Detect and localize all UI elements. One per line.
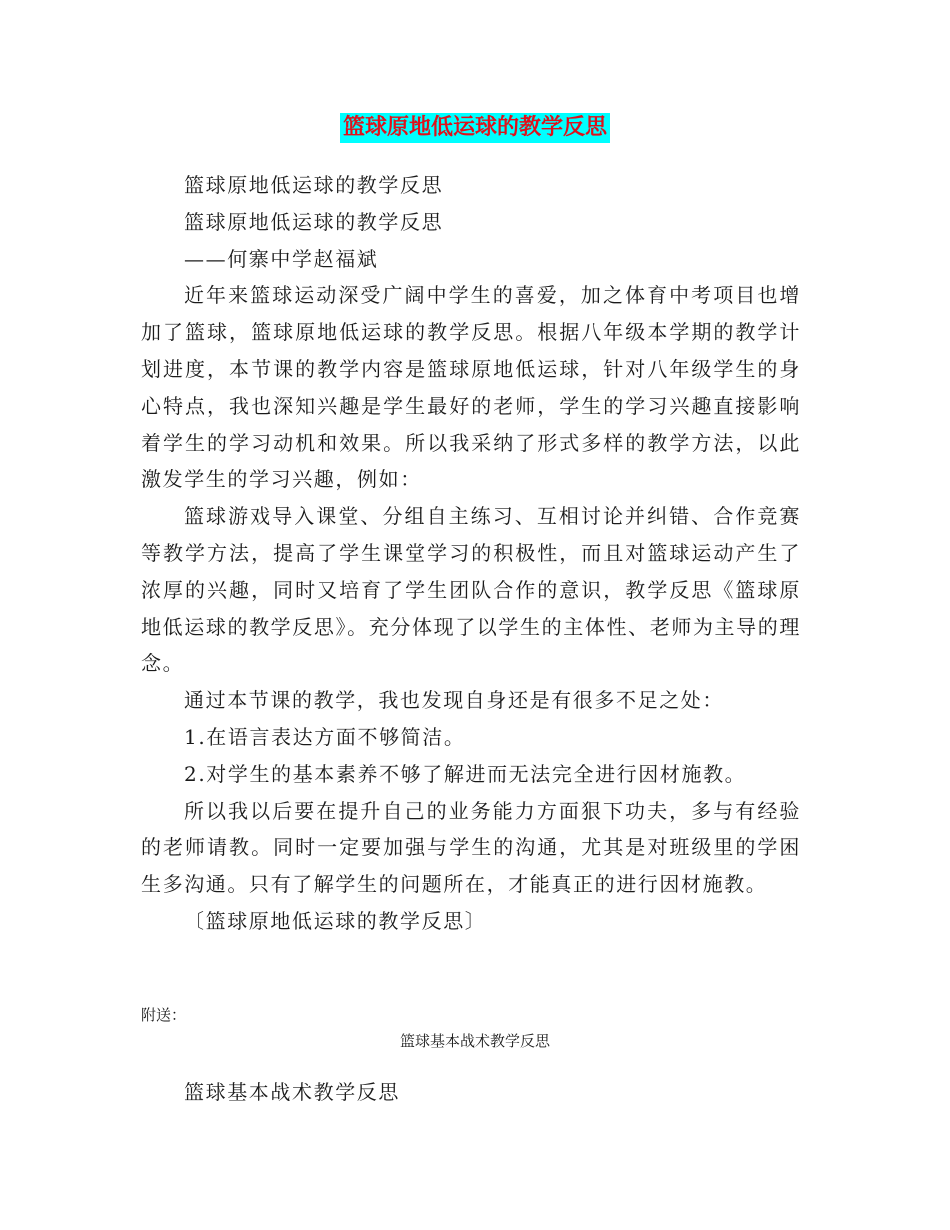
list-item: 2.对学生的基本素养不够了解进而无法完全进行因材施教。: [184, 761, 747, 786]
body-paragraph: 篮球原地低运球的教学反思: [184, 173, 444, 197]
body-paragraph: 篮球原地低运球的教学反思: [184, 209, 444, 234]
body-paragraph: 近年来篮球运动深受广阔中学生的喜爱，加之体育中考项目也增加了篮球，篮球原地低运球的教学反思。根据八年级本学期的教学计划进度，本节课的教学内容是篮球原地低运球，针对八年级学生的身心特点，我也深知兴趣是学生最好的老师，学生的学习兴趣直接影响着学生的学习动机和效果。所以我采纳了形式多样的教学方法，以此激发学生的学习兴趣，例如：: [141, 283, 801, 492]
title-container: [0, 113, 950, 143]
list-item: 1.在语言表达方面不够简洁。: [184, 724, 466, 749]
document-title: 篮球原地低运球的教学反思: [340, 113, 610, 143]
attachment-label: 附送：: [141, 1006, 187, 1024]
document-body: [141, 167, 801, 940]
body-paragraph: 所以我以后要在提升自己的业务能力方面狠下功夫，多与有经验的老师请教。同时一定要加强与学生的沟通，尤其是对班级里的学困生多沟通。只有了解学生的问题所在，才能真正的进行因材施教。: [141, 798, 801, 897]
body-paragraph: 篮球游戏导入课堂、分组自主练习、互相讨论并纠错、合作竞赛等教学方法，提高了学生课堂学习的积极性，而且对篮球运动产生了浓厚的兴趣，同时又培育了学生团队合作的意识，教学反思《篮球原地低运球的教学反思》。充分体现了以学生的主体性、老师为主导的理念。: [141, 504, 801, 676]
author-line: ——何寨中学赵福斌: [184, 246, 379, 271]
body-paragraph: 通过本节课的教学，我也发现自身还是有很多不足之处：: [184, 688, 724, 713]
closing-note: 〔篮球原地低运球的教学反思〕: [184, 908, 487, 933]
attachment-title: 篮球基本战术教学反思: [399, 1032, 550, 1050]
attachment-paragraph: 篮球基本战术教学反思: [184, 1080, 400, 1104]
